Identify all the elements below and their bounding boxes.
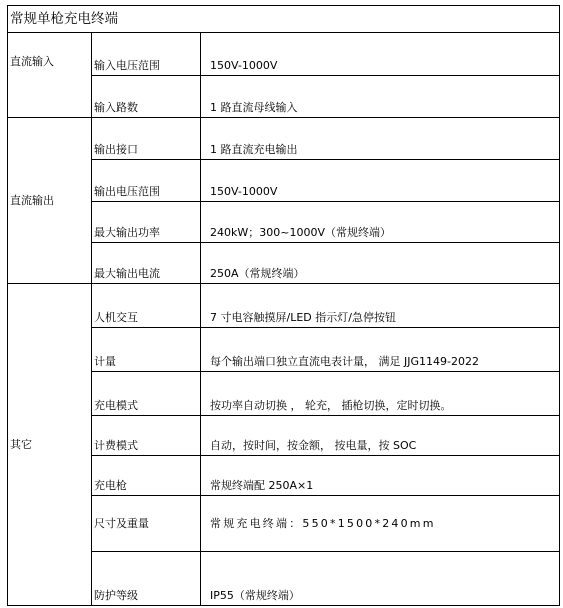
row-label: 充电模式 bbox=[92, 372, 201, 416]
spec-sheet bbox=[7, 5, 559, 605]
table-title: 常规单枪充电终端 bbox=[8, 6, 560, 33]
row-label: 最大输出功率 bbox=[92, 202, 201, 243]
row-label: 输入电压范围 bbox=[92, 33, 201, 76]
row-label: 尺寸及重量 bbox=[92, 496, 201, 552]
group-dc-input: 直流输入 bbox=[8, 33, 92, 118]
row-value: IP55（常规终端） bbox=[201, 552, 560, 606]
table-row bbox=[8, 118, 560, 160]
row-value: 每个输出端口独立直流电表计量， 满足 JJG1149-2022 bbox=[201, 328, 560, 372]
row-label: 输入路数 bbox=[92, 76, 201, 118]
row-value: 常规充电终端：550*1500*240mm bbox=[201, 496, 560, 552]
row-value: 1 路直流母线输入 bbox=[201, 76, 560, 118]
spec-table bbox=[7, 5, 560, 606]
row-label: 防护等级 bbox=[92, 552, 201, 606]
row-value: 150V-1000V bbox=[201, 33, 560, 76]
group-other: 其它 bbox=[8, 284, 92, 606]
row-value: 自动，按时间，按金额， 按电量，按 SOC bbox=[201, 416, 560, 456]
title-row bbox=[8, 6, 560, 33]
table-row bbox=[8, 284, 560, 328]
row-value: 按功率自动切换 ， 轮充， 插枪切换，定时切换。 bbox=[201, 372, 560, 416]
row-value: 1 路直流充电输出 bbox=[201, 118, 560, 160]
row-label: 计费模式 bbox=[92, 416, 201, 456]
row-label: 输出电压范围 bbox=[92, 160, 201, 202]
row-value: 250A（常规终端） bbox=[201, 243, 560, 284]
row-label: 计量 bbox=[92, 328, 201, 372]
row-label: 最大输出电流 bbox=[92, 243, 201, 284]
table-row bbox=[8, 33, 560, 76]
row-label: 人机交互 bbox=[92, 284, 201, 328]
row-value: 150V-1000V bbox=[201, 160, 560, 202]
group-dc-output: 直流输出 bbox=[8, 118, 92, 284]
row-value: 7 寸电容触摸屏/LED 指示灯/急停按钮 bbox=[201, 284, 560, 328]
row-label: 输出接口 bbox=[92, 118, 201, 160]
row-value: 240kW；300~1000V（常规终端） bbox=[201, 202, 560, 243]
row-value: 常规终端配 250A×1 bbox=[201, 456, 560, 496]
row-label: 充电枪 bbox=[92, 456, 201, 496]
